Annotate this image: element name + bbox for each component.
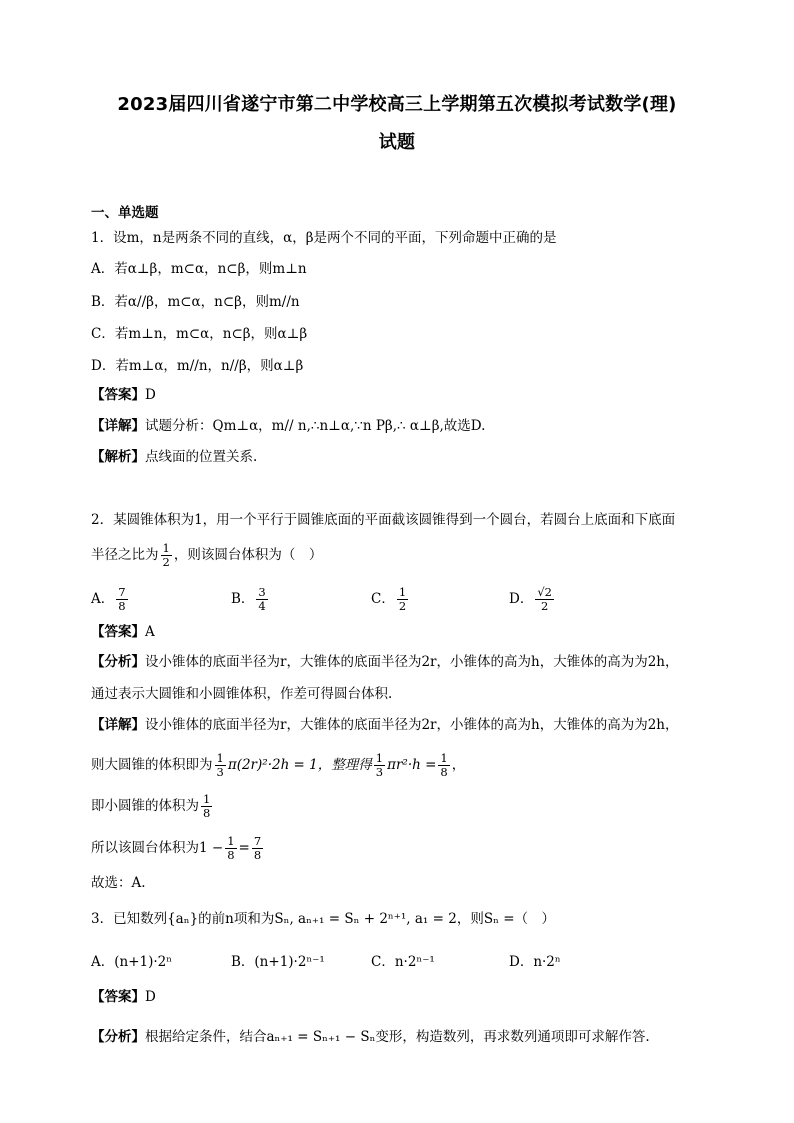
q2-analysis-line-2: 通过表示大圆锥和小圆锥体积，作差可得圆台体积. xyxy=(91,686,393,702)
q1-option-b: B．若α//β，m⊂α，n⊂β，则m//n xyxy=(91,294,300,310)
q3-option-d: D．n·2ⁿ xyxy=(509,954,561,970)
fraction-numerator: 1 xyxy=(375,751,384,765)
q3-option-b: B．(n+1)·2ⁿ⁻¹ xyxy=(231,954,325,970)
fraction-numerator: 7 xyxy=(118,585,126,599)
q2-detail-line-2: 则大圆锥的体积即为 $\frac{1}{3}$ π(2r)²·2h = 1，整理得 $\frac{1}{3}$ πr²·h = $\frac{1}{8}$ ， xyxy=(91,751,466,779)
volume-expression: π(2r)²·2h = 1，整理得 xyxy=(227,757,372,773)
fraction-denominator: 2 xyxy=(398,599,407,613)
fraction-numerator: 7 xyxy=(253,834,262,848)
analysis-tag: 【分析】 xyxy=(91,654,145,670)
detail-tag: 【详解】 xyxy=(91,717,145,733)
q1-option-c: C．若m⊥n，m⊂α，n⊂β，则α⊥β xyxy=(91,326,308,342)
q2-detail-line-4: 所以该圆台体积为1 − $\frac{1}{8}$ = $\frac{7}{8}$ xyxy=(91,834,262,862)
answer-value: D xyxy=(145,387,156,403)
fraction-denominator: 8 xyxy=(203,806,211,820)
volume-expression: πr²·h = xyxy=(387,757,437,773)
fraction-numerator: √2 xyxy=(537,585,552,599)
analysis-tag: 【分析】 xyxy=(91,1029,145,1045)
detail-text: 设小锥体的底面半径为r，大锥体的底面半径为2r，小锥体的高为h，大锥体的高为为2h， xyxy=(145,717,679,733)
q2-stem-prefix: 半径之比为 xyxy=(91,547,159,563)
answer-value: A xyxy=(145,624,155,640)
detail-text: 即小圆锥的体积为 xyxy=(91,798,199,814)
one-third-fraction xyxy=(215,752,226,779)
q3-option-c: C．n·2ⁿ⁻¹ xyxy=(371,954,435,970)
option-label: C． xyxy=(371,591,395,607)
q3-stem: 3．已知数列{aₙ}的前n项和为Sₙ, aₙ₊₁ = Sₙ + 2ⁿ⁺¹, a₁ = 2，则Sₙ =（ ） xyxy=(91,911,556,927)
q1-analysis xyxy=(91,447,257,467)
q2-option-c xyxy=(371,586,410,613)
q1-detail xyxy=(91,416,485,436)
q2-stem-suffix: ，则该圆台体积为（ ） xyxy=(173,547,323,563)
option-fraction xyxy=(256,586,267,613)
option-fraction xyxy=(535,586,554,613)
fraction-numerator: 1 xyxy=(440,751,448,765)
fraction-numerator: 1 xyxy=(216,751,224,765)
analysis-tag: 【解析】 xyxy=(91,449,145,465)
q2-detail-line-3 xyxy=(91,793,214,820)
option-fraction xyxy=(397,586,408,613)
option-fraction xyxy=(116,586,127,613)
document-title-line-2: 试题 xyxy=(378,132,416,153)
detail-tag: 【详解】 xyxy=(91,418,145,434)
one-third-fraction xyxy=(374,752,385,779)
q2-conclusion: 故选：A. xyxy=(91,875,146,891)
fraction-numerator: 3 xyxy=(258,585,266,599)
q2-answer xyxy=(91,622,155,642)
fraction-denominator: 2 xyxy=(162,555,170,569)
fraction-denominator: 4 xyxy=(258,599,266,613)
fraction-denominator: 3 xyxy=(216,765,224,779)
fraction-denominator: 8 xyxy=(440,765,448,779)
section-heading: 一、单选题 xyxy=(91,205,159,221)
detail-prefix: 则大圆锥的体积即为 xyxy=(91,757,213,773)
fraction-denominator: 8 xyxy=(227,848,235,862)
q2-stem-line-2 xyxy=(91,542,322,569)
answer-value: D xyxy=(145,989,156,1005)
fraction-numerator: 1 xyxy=(227,834,235,848)
seven-eighths-fraction xyxy=(252,835,263,862)
option-label: D． xyxy=(509,591,534,607)
document-title-line-1: 2023届四川省遂宁市第二中学校高三上学期第五次模拟考试数学(理) xyxy=(117,94,677,115)
q2-option-d xyxy=(509,586,556,613)
one-eighth-fraction xyxy=(201,793,212,820)
option-label: A． xyxy=(91,591,115,607)
fraction-denominator: 8 xyxy=(118,599,126,613)
answer-tag: 【答案】 xyxy=(91,624,145,640)
q1-option-d: D．若m⊥α，m//n，n//β，则α⊥β xyxy=(91,358,304,374)
q2-stem-line-1: 2．某圆锥体积为1，用一个平行于圆锥底面的平面截该圆锥得到一个圆台，若圆台上底面和下底面 xyxy=(91,512,676,528)
one-eighth-fraction xyxy=(225,835,236,862)
q1-stem: 1．设m，n是两条不同的直线，α，β是两个不同的平面，下列命题中正确的是 xyxy=(91,230,557,246)
fraction-numerator: 1 xyxy=(398,585,407,599)
q2-option-b xyxy=(231,586,270,613)
analysis-text: 根据给定条件，结合aₙ₊₁ = Sₙ₊₁ − Sₙ变形，构造数列，再求数列通项即可求解作答. xyxy=(145,1029,650,1045)
fraction-denominator: 3 xyxy=(375,765,384,779)
one-eighth-fraction xyxy=(438,752,449,779)
fraction-numerator: 1 xyxy=(162,541,170,555)
answer-tag: 【答案】 xyxy=(91,989,145,1005)
q1-answer xyxy=(91,385,156,405)
q2-detail-line-1 xyxy=(91,715,678,735)
q1-option-a: A．若α⊥β，m⊂α，n⊂β，则m⊥n xyxy=(91,261,307,277)
fraction-numerator: 1 xyxy=(203,792,211,806)
analysis-text: 点线面的位置关系. xyxy=(145,449,258,465)
detail-text: 所以该圆台体积为1 − xyxy=(91,840,224,856)
q3-option-a: A．(n+1)·2ⁿ xyxy=(91,954,173,970)
q3-analysis xyxy=(91,1027,650,1047)
option-label: B． xyxy=(231,591,255,607)
detail-text: 试题分析：Qm⊥α，m// n,∴n⊥α,∵n Pβ,∴ α⊥β,故选D. xyxy=(145,418,486,434)
analysis-text: 设小锥体的底面半径为r，大锥体的底面半径为2r，小锥体的高为h，大锥体的高为为2h， xyxy=(145,654,679,670)
q2-analysis-line-1 xyxy=(91,652,678,672)
q3-answer xyxy=(91,987,156,1007)
ratio-fraction xyxy=(161,542,172,569)
fraction-denominator: 2 xyxy=(540,599,549,613)
answer-tag: 【答案】 xyxy=(91,387,145,403)
q2-option-a xyxy=(91,586,130,613)
fraction-denominator: 8 xyxy=(253,848,262,862)
